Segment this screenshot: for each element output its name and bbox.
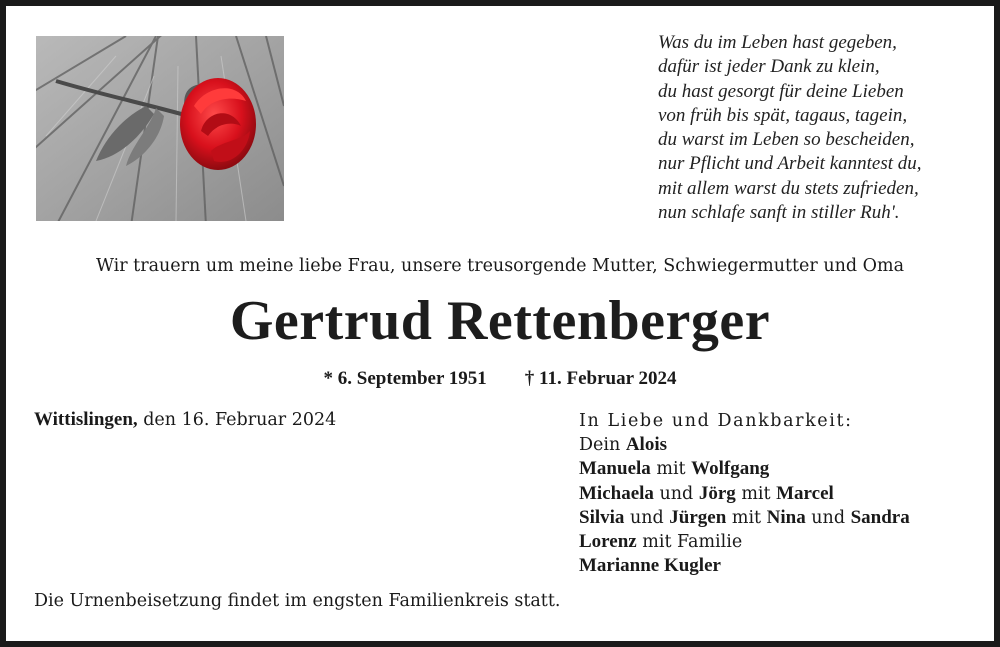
poem-line: nun schlafe sanft in stiller Ruh'. (658, 202, 900, 224)
death-date: † 11. Februar 2024 (524, 368, 677, 389)
mourner-line (579, 433, 910, 457)
poem-line: Was du im Leben hast gegeben, (658, 32, 897, 53)
mourner-name: Nina (766, 506, 806, 528)
mourner-connector: mit (735, 483, 777, 504)
mourner-line (579, 506, 910, 530)
life-dates (6, 368, 994, 390)
mourner-line (579, 554, 910, 578)
mourner-connector: und (624, 507, 670, 528)
mourners-heading: In Liebe und Dankbarkeit: (579, 411, 853, 431)
poem-line: du hast gesorgt für deine Lieben (658, 80, 904, 102)
poem-line: mit allem warst du stets zufrieden, (658, 177, 919, 199)
mourner-connector: mit (650, 459, 692, 480)
mourners-list (579, 409, 910, 578)
place-date-text: den 16. Februar 2024 (137, 410, 337, 430)
place-town: Wittislingen, (34, 409, 138, 430)
poem-line: von früh bis spät, tagaus, tagein, (658, 104, 908, 126)
mourner-name: Jürgen (669, 506, 727, 528)
poem-line: dafür ist jeder Dank zu klein, (658, 56, 880, 78)
mourner-line (579, 457, 910, 481)
deceased-name: Gertrud Rettenberger (229, 290, 771, 352)
poem-line: nur Pflicht und Arbeit kanntest du, (658, 153, 922, 175)
rose-photo (36, 36, 284, 221)
mourner-name: Marcel (776, 482, 834, 504)
mourner-connector: und (653, 483, 699, 504)
mourner-connector: und (805, 507, 851, 528)
mourner-name: Marianne Kugler (579, 555, 721, 577)
poem-line: du warst im Leben so bescheiden, (658, 129, 915, 151)
mourner-name: Michaela (579, 482, 654, 504)
mourner-name: Silvia (579, 506, 625, 528)
mourner-connector: mit (726, 507, 767, 528)
mourner-name: Wolfgang (691, 458, 770, 480)
mourner-name: Manuela (579, 458, 651, 480)
place-date (34, 409, 336, 431)
poem (658, 31, 978, 225)
mourner-connector: mit Familie (636, 532, 743, 553)
birth-date: * 6. September 1951 (323, 368, 487, 389)
mourner-line (579, 482, 910, 506)
mourner-name: Sandra (850, 506, 910, 528)
intro-text: Wir trauern um meine liebe Frau, unsere treusorgende Mutter, Schwiegermutter und Oma (95, 256, 905, 276)
mourner-name: Lorenz (579, 531, 637, 553)
burial-notice: Die Urnenbeisetzung findet im engsten Familienkreis statt. (34, 591, 561, 611)
mourner-line (579, 530, 910, 554)
mourner-name: Jörg (698, 482, 736, 504)
mourner-connector: Dein (579, 435, 626, 456)
mourner-name: Alois (625, 434, 668, 456)
